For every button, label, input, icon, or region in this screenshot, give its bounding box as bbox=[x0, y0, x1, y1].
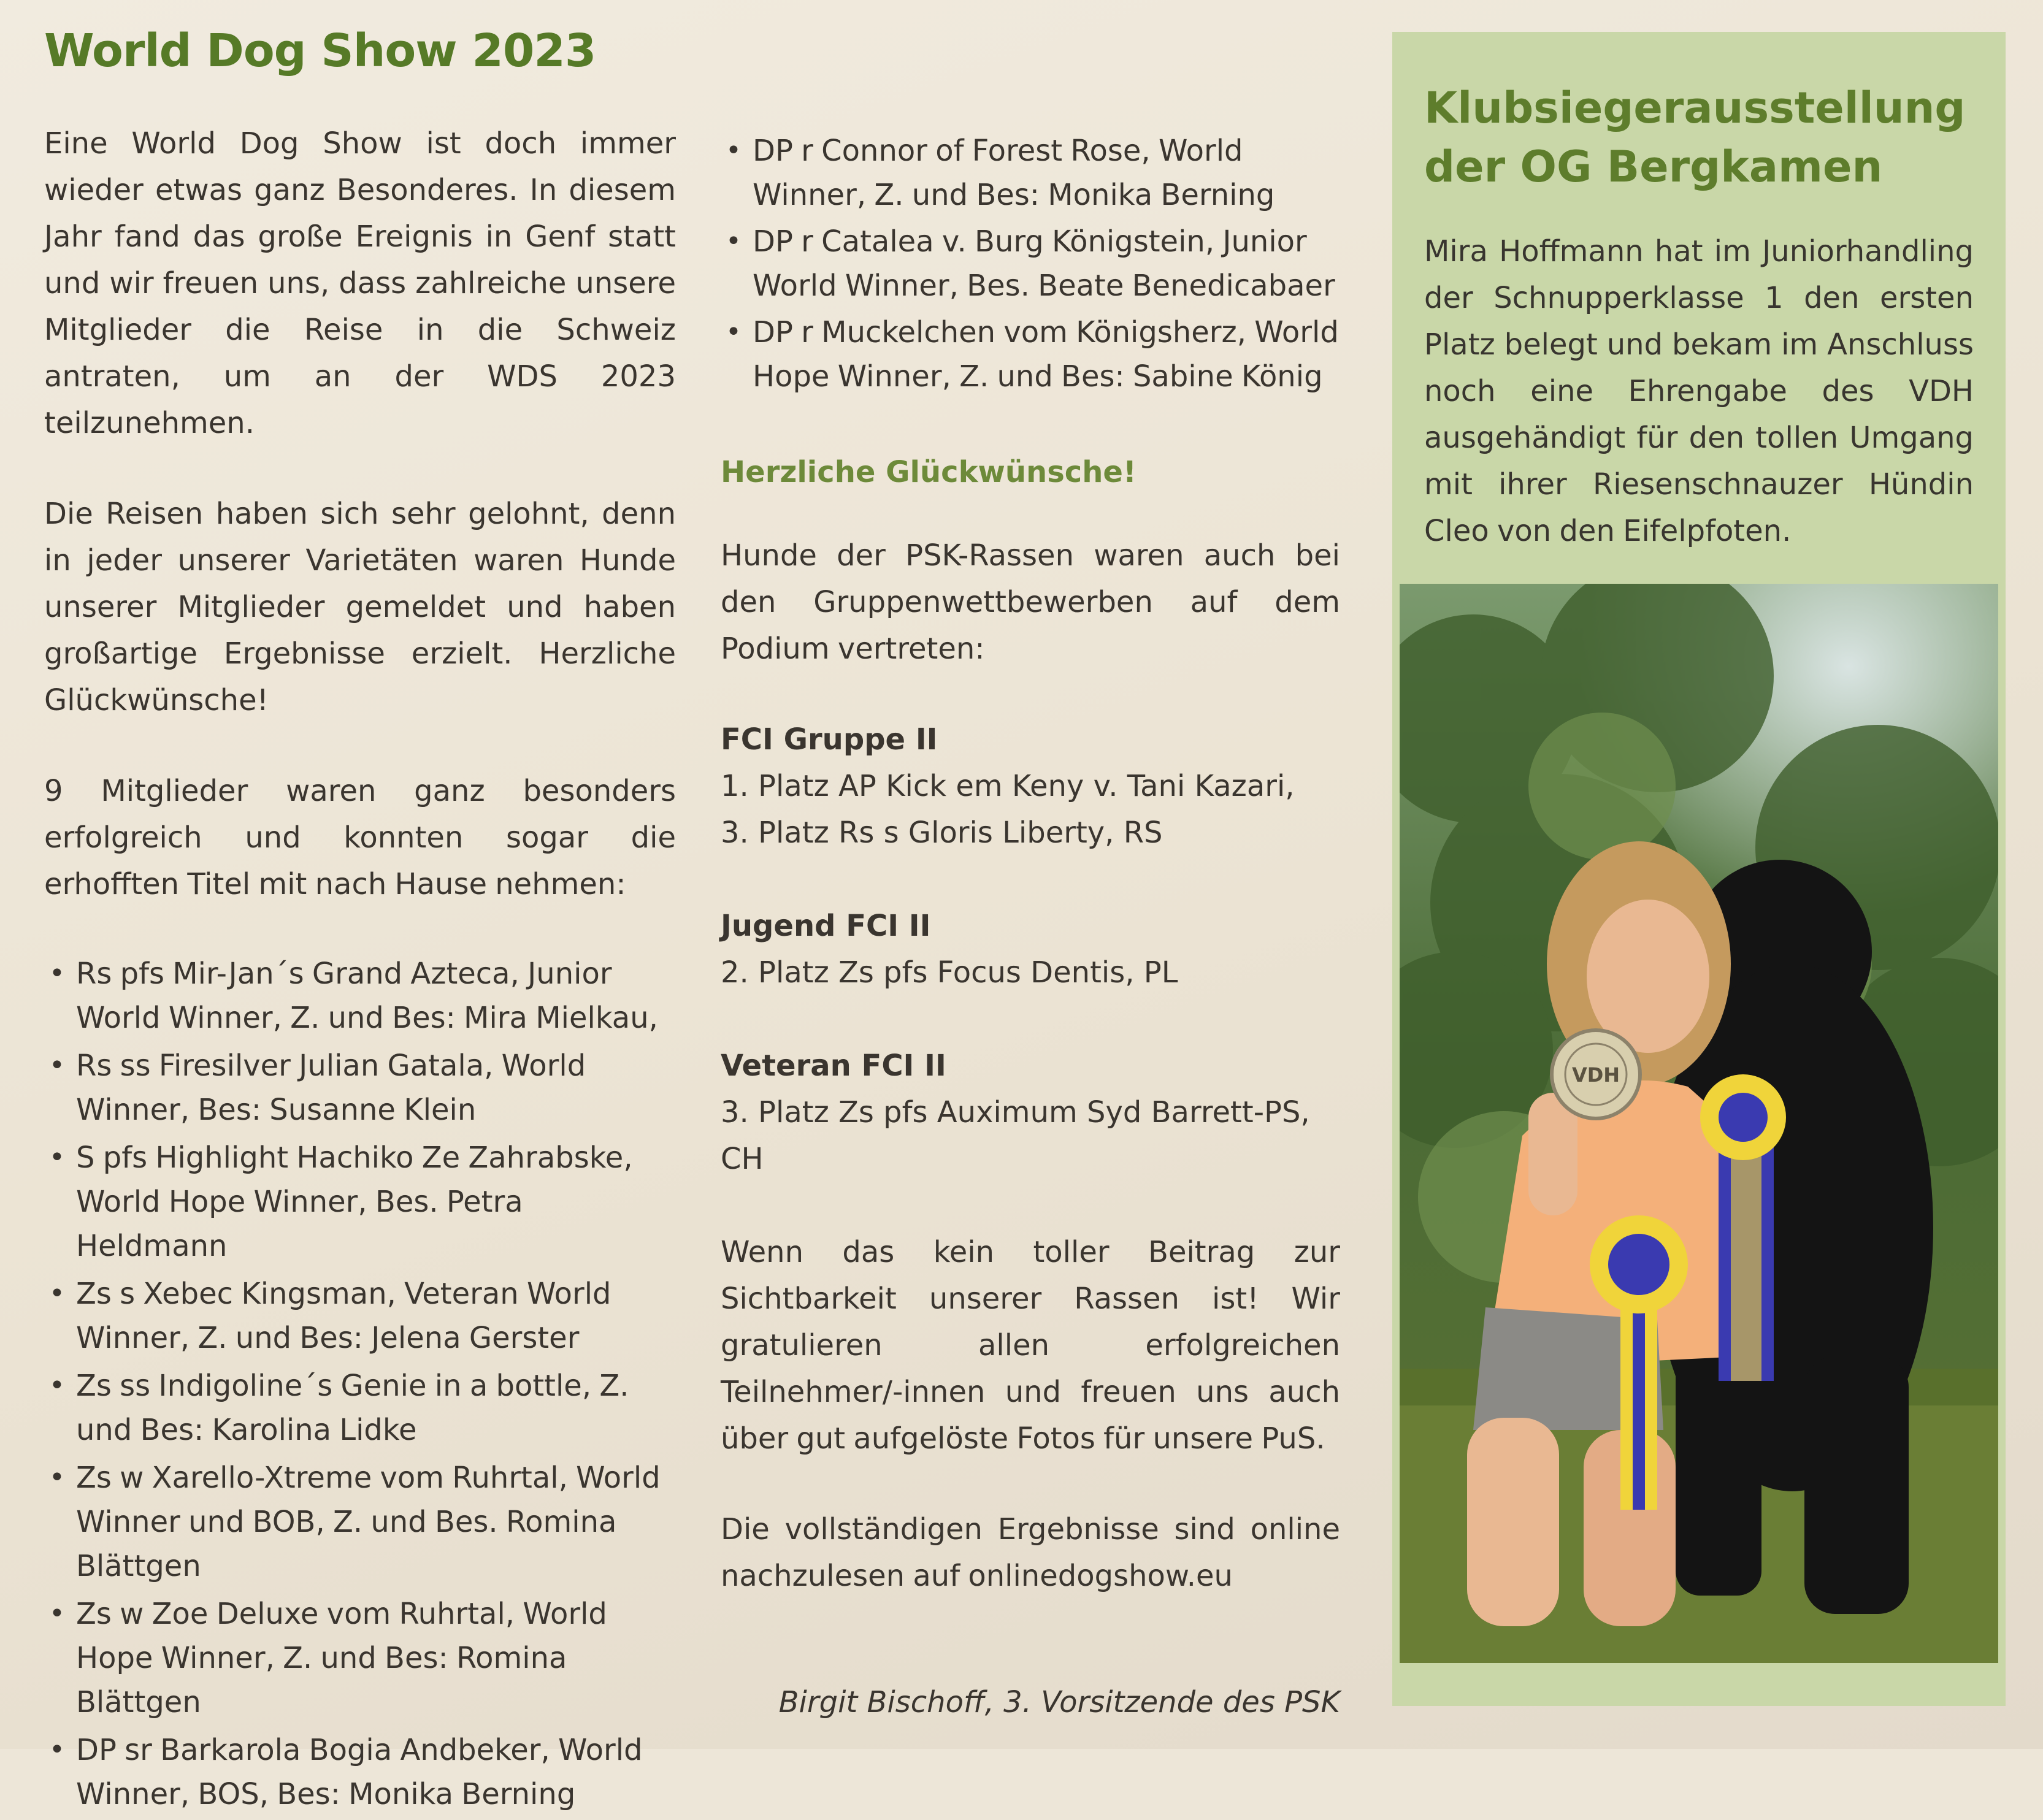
list-item: • DP sr Barkarola Bogia Andbeker, World Winner, BOS, Bes: Monika Berning bbox=[44, 1728, 676, 1816]
winners-list-continued bbox=[721, 129, 1340, 399]
winners-list bbox=[44, 952, 676, 1816]
group-line: 3. Platz Rs s Gloris Liberty, RS bbox=[721, 816, 1163, 850]
paragraph-online-results: Die vollständigen Ergebnisse sind online nachzulesen auf onlinedogshow.eu bbox=[721, 1512, 1340, 1593]
paragraph-groups: Hunde der PSK-Rassen waren auch bei den Gruppenwettbewerben auf dem Podium vertreten: bbox=[721, 538, 1340, 666]
list-item: • Rs pfs Mir-Jan´s Grand Azteca, Junior World Winner, Z. und Bes: Mira Mielkau, bbox=[44, 952, 676, 1040]
article-column-middle bbox=[721, 129, 1340, 1719]
paragraph-results: Die Reisen haben sich sehr gelohnt, denn in jeder unserer Varietäten waren Hunde unserer Mitglieder gemeldet und haben großartige Ergebnisse erzielt. Herzliche Glückwünsche! bbox=[44, 497, 676, 717]
group-result bbox=[721, 1042, 1340, 1182]
list-item: • Zs w Xarello-Xtreme vom Ruhrtal, World Winner und BOB, Z. und Bes. Romina Blättgen bbox=[44, 1456, 676, 1588]
group-line: 1. Platz AP Kick em Keny v. Tani Kazari, bbox=[721, 769, 1295, 803]
sidebar-text: Mira Hoffmann hat im Juniorhandling der Schnupperklasse 1 den ersten Platz belegt und bekam im Anschluss noch eine Ehrengabe des VDH ausgehändigt für den tollen Umgang mit ihrer Riesenschnauzer Hündin Cleo von den Eifelpfoten. bbox=[1424, 234, 1974, 548]
paragraph-members: 9 Mitglieder waren ganz besonders erfolgreich und konnten sogar die erhofften Titel mit nach Hause nehmen: bbox=[44, 774, 676, 901]
medal-label: VDH bbox=[1571, 1063, 1620, 1087]
sidebar-title-line1: Klubsiegerausstellung bbox=[1424, 83, 1966, 133]
paragraph-intro: Eine World Dog Show ist doch immer wieder etwas ganz Besonderes. In diesem Jahr fand das große Ereignis in Genf statt und wir freuen uns, dass zahlreiche unsere Mitglieder die Reise in die Schweiz antraten, um an der WDS 2023 teilzunehmen. bbox=[44, 126, 676, 440]
list-item: • DP r Catalea v. Burg Königstein, Junior World Winner, Bes. Beate Benedicabaer bbox=[721, 220, 1340, 308]
group-line: 2. Platz Zs pfs Focus Dentis, PL bbox=[721, 955, 1178, 990]
list-item: • DP r Muckelchen vom Königsherz, World Hope Winner, Z. und Bes: Sabine König bbox=[721, 310, 1340, 399]
group-heading: Jugend FCI II bbox=[721, 909, 931, 943]
article-column-left bbox=[44, 25, 676, 1820]
list-item: • S pfs Highlight Hachiko Ze Zahrabske, World Hope Winner, Bes. Petra Heldmann bbox=[44, 1136, 676, 1268]
sidebar-title-line2: der OG Bergkamen bbox=[1424, 142, 1883, 192]
photo-girl-with-dog bbox=[1400, 584, 1998, 1663]
article-title: World Dog Show 2023 bbox=[44, 25, 596, 77]
group-result bbox=[721, 716, 1340, 856]
sidebar-title bbox=[1424, 78, 1974, 196]
author-signature: Birgit Bischoff, 3. Vorsitzende des PSK bbox=[778, 1685, 1340, 1719]
list-item: • Rs ss Firesilver Julian Gatala, World Winner, Bes: Susanne Klein bbox=[44, 1044, 676, 1132]
group-heading: FCI Gruppe II bbox=[721, 722, 938, 757]
group-result bbox=[721, 903, 1340, 996]
medal bbox=[1552, 1030, 1640, 1118]
congrats-heading: Herzliche Glückwünsche! bbox=[721, 455, 1136, 489]
list-item: • Zs ss Indigoline´s Genie in a bottle, Z. und Bes: Karolina Lidke bbox=[44, 1364, 676, 1452]
list-item: • Zs w Zoe Deluxe vom Ruhrtal, World Hope Winner, Z. und Bes: Romina Blättgen bbox=[44, 1592, 676, 1724]
list-item: • Zs s Xebec Kingsman, Veteran World Winner, Z. und Bes: Jelena Gerster bbox=[44, 1272, 676, 1360]
group-line: 3. Platz Zs pfs Auximum Syd Barrett-PS, CH bbox=[721, 1095, 1310, 1176]
list-item: • DP r Connor of Forest Rose, World Winner, Z. und Bes: Monika Berning bbox=[721, 129, 1340, 217]
group-heading: Veteran FCI II bbox=[721, 1049, 946, 1083]
paragraph-visibility: Wenn das kein toller Beitrag zur Sichtbarkeit unserer Rassen ist! Wir gratulieren allen erfolgreichen Teilnehmer/-innen und freuen uns auch über gut aufgelöste Fotos für unsere PuS. bbox=[721, 1235, 1340, 1456]
sidebar-box bbox=[1392, 32, 2006, 1706]
